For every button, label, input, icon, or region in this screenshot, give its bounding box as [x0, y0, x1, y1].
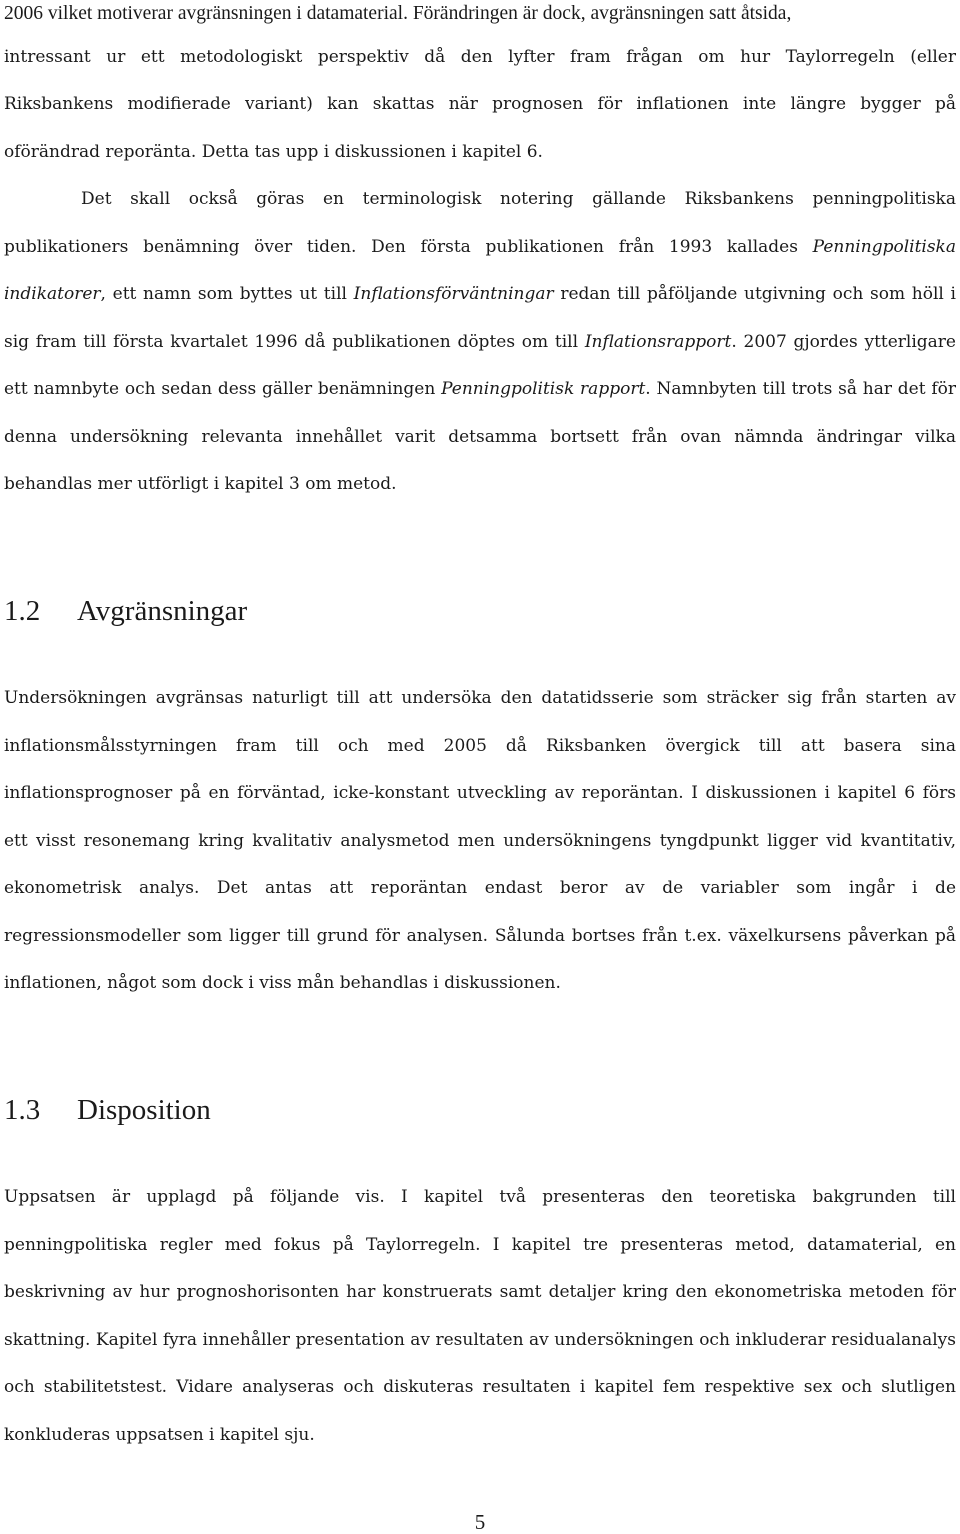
terminology-text-3: redan till påföljande utgivning och som höll i sig fram till första kvartalet 1996 då publikationen döptes om till: [4, 284, 956, 352]
terminology-text-1: Det skall också göras en terminologisk notering gällande Riksbankens penningpolitiska publikationers benämning över tiden. Den första publikationen från 1993 kallades: [4, 189, 956, 257]
section-title: Disposition: [77, 1094, 211, 1126]
page-number: 5: [474, 1510, 486, 1534]
terminology-text-2: , ett namn som byttes ut till: [100, 284, 354, 304]
section-title: Avgränsningar: [77, 595, 248, 627]
terminology-text-4: . 2007 gjordes ytterligare ett namnbyte och sedan dess gäller benämningen: [4, 331, 956, 399]
section-heading-disposition: [4, 1093, 211, 1127]
intro-line-1: 2006 vilket motiverar avgränsningen i datamaterial. Förändringen är dock, avgränsningen satt åtsida,: [4, 3, 792, 24]
term-penningpolitisk-rapport: Penningpolitisk rapport: [441, 379, 646, 399]
intro-line-3: Riksbankens modifierade variant) kan skattas när prognosen för inflationen inte längre bygger på: [4, 94, 956, 114]
terminology-text-5: . Namnbyten till trots så har det för denna undersökning relevanta innehållet varit detsamma bortsett från ovan nämnda ändringar vilka behandlas mer utförligt i kapitel 3 om metod.: [4, 379, 956, 494]
terminology-paragraph: [4, 176, 956, 509]
term-inflationsforvantningar: Inflationsförväntningar: [353, 284, 554, 304]
term-inflationsrapport: Inflationsrapport: [584, 331, 732, 352]
intro-line-2: intressant ur ett metodologiskt perspektiv då den lyfter fram frågan om hur Taylorregeln (eller: [4, 47, 956, 67]
intro-line-4: oförändrad reporänta. Detta tas upp i diskussionen i kapitel 6.: [4, 142, 543, 162]
avgransningar-paragraph: Undersökningen avgränsas naturligt till att undersöka den datatidsserie som sträcker sig från starten av inflationsmålsstyrningen fram till och med 2005 då Riksbanken övergick till att basera sina inflationsprognoser på en förväntad, icke-konstant utveckling av reporäntan. I diskussionen i kapitel 6 förs ett visst resonemang kring kvalitativ analysmetod men undersökningens tyngdpunkt ligger vid kvantitativ, ekonometrisk analys. Det antas att reporäntan endast beror av de variabler som ingår i de regressionsmodeller som ligger till grund för analysen. Sålunda bortses från t.ex. växelkursens påverkan på inflationen, något som dock i viss mån behandlas i diskussionen.: [4, 688, 956, 993]
section-number: 1.3: [4, 1094, 41, 1126]
disposition-paragraph: Uppsatsen är upplagd på följande vis. I kapitel två presenteras den teoretiska bakgrunden till penningpolitiska regler med fokus på Taylorregeln. I kapitel tre presenteras metod, datamaterial, en beskrivning av hur prognoshorisonten har konstruerats samt detaljer kring den ekonometriska metoden för skattning. Kapitel fyra innehåller presentation av resultaten av undersökningen och inkluderar residualanalys och stabilitetstest. Vidare analyseras och diskuteras resultaten i kapitel fem respektive sex och slutligen konkluderas uppsatsen i kapitel sju.: [4, 1187, 956, 1445]
term-penningpolitiska-indikatorer: Penningpolitiska indikatorer: [4, 236, 956, 304]
section-heading-avgransningar: [4, 594, 247, 628]
section-number: 1.2: [4, 595, 41, 627]
